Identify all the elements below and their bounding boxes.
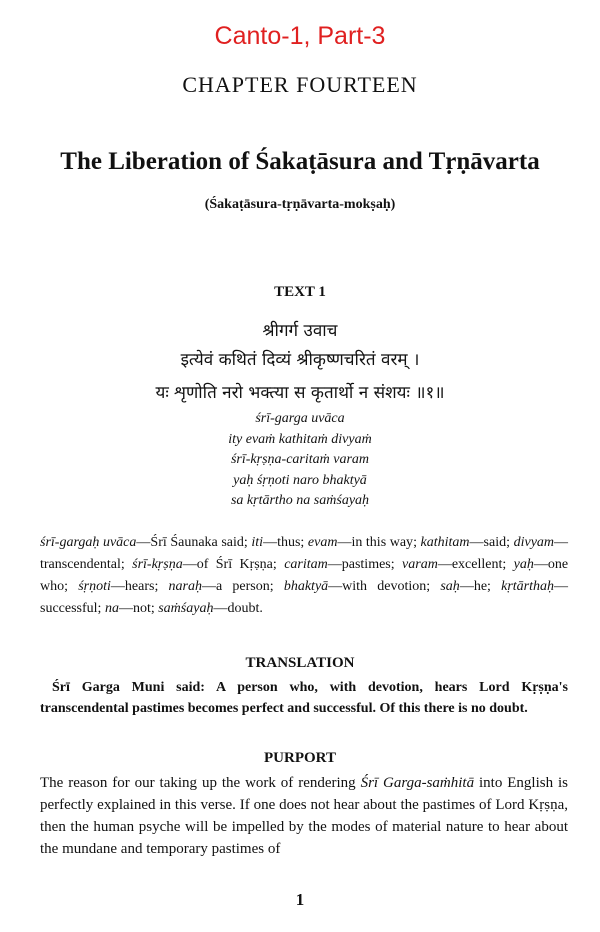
synonym-term: saṁśayaḥ bbox=[158, 601, 214, 616]
synonym-term: yaḥ bbox=[513, 557, 534, 572]
sanskrit-line-1: श्रीगर्ग उवाच bbox=[262, 321, 338, 341]
synonym-meaning: with devotion bbox=[342, 579, 427, 594]
synonym-term: caritam bbox=[284, 557, 328, 572]
synonym-meaning: transcendental bbox=[40, 557, 121, 572]
page-number: 1 bbox=[295, 890, 305, 909]
translation-text: Śrī Garga Muni said: A person who, with devotion, hears Lord Kṛṣṇa's transcendental pastimes becomes perfect and successful. Of this there is no doubt. bbox=[40, 680, 568, 716]
synonym-meaning: successful bbox=[40, 601, 98, 616]
canto-label: Canto-1, Part-3 bbox=[214, 22, 386, 50]
synonym-term: kṛtārthaḥ bbox=[501, 579, 555, 594]
transliteration-line: yaḥ śṛṇoti naro bhaktyā bbox=[233, 472, 367, 488]
synonym-term: varam bbox=[402, 557, 438, 572]
synonym-meaning: of Śrī Kṛṣṇa bbox=[196, 557, 273, 572]
synonym-meaning: he bbox=[473, 579, 488, 594]
synonym-term: śrī-gargaḥ uvāca bbox=[40, 535, 137, 550]
synonym-term: saḥ bbox=[440, 579, 460, 594]
synonym-meaning: in this way bbox=[351, 535, 414, 550]
book-title-reference: Śrī Garga-saṁhitā bbox=[360, 775, 475, 791]
purport-text-part: The reason for our taking up the work of rendering bbox=[40, 775, 361, 791]
synonym-meaning: doubt bbox=[227, 601, 260, 616]
synonym-term: divyam bbox=[513, 535, 555, 550]
purport-text bbox=[40, 772, 568, 860]
synonym-meaning: thus bbox=[277, 535, 301, 550]
synonym-meaning: Śrī Śaunaka said bbox=[150, 535, 244, 550]
synonym-meaning: hears bbox=[124, 579, 155, 594]
synonym-meaning: said bbox=[483, 535, 507, 550]
synonym-term: śrī-kṛṣṇa bbox=[132, 557, 183, 572]
synonym-meaning: a person bbox=[216, 579, 270, 594]
translation-heading: TRANSLATION bbox=[245, 655, 355, 671]
chapter-heading: CHAPTER FOURTEEN bbox=[182, 72, 418, 97]
synonym-term: kathitam bbox=[420, 535, 470, 550]
synonym-term: śṛṇoti bbox=[78, 579, 111, 594]
synonym-term: naraḥ bbox=[168, 579, 202, 594]
synonym-meaning: one who bbox=[40, 557, 569, 594]
transliteration-line: śrī-garga uvāca bbox=[255, 411, 345, 426]
sanskrit-line-2: इत्येवं कथितं दिव्यं श्रीकृष्णचरितं वरम् । bbox=[180, 350, 420, 370]
transliteration-line: ity evaṁ kathitaṁ divyaṁ bbox=[228, 431, 372, 447]
synonym-term: na bbox=[104, 601, 119, 616]
synonym-term: bhaktyā bbox=[283, 579, 329, 594]
chapter-title: The Liberation of Śakaṭāsura and Tṛṇāvarta bbox=[60, 148, 540, 175]
synonym-meaning: excellent bbox=[451, 557, 503, 572]
chapter-subtitle: (Śakaṭāsura-tṛṇāvarta-mokṣaḥ) bbox=[204, 197, 396, 212]
transliteration-line: śrī-kṛṣṇa-caritaṁ varam bbox=[230, 452, 370, 467]
transliteration-block bbox=[0, 409, 600, 512]
synonym-meaning: pastimes bbox=[341, 557, 391, 572]
synonyms-paragraph: śrī-gargaḥ uvāca—Śrī Śaunaka said; iti—thus; evam—in this way; kathitam—said; divyam—transcendental; śrī-kṛṣṇa—of Śrī Kṛṣṇa; caritam—pastimes; varam—excellent; yaḥ—one who; śṛṇoti—hears; naraḥ—a person; bhaktyā—with devotion; saḥ—he; kṛtārthaḥ—successful; na—not; saṁśayaḥ—doubt. bbox=[40, 535, 569, 616]
sanskrit-line-3: यः शृणोति नरो भक्त्या स कृतार्थो न संशयः ॥१॥ bbox=[155, 383, 445, 403]
purport-heading: PURPORT bbox=[264, 750, 336, 766]
text-number-heading: TEXT 1 bbox=[274, 284, 326, 300]
synonym-term: evam bbox=[307, 535, 338, 550]
synonym-meaning: not bbox=[132, 601, 151, 616]
purport-text-part: into English is perfectly explained in this verse. If one does not hear about the pastimes of Lord Kṛṣṇa, then the human psyche will be impelled by the modes of material nature to hear about the mundane and temporary pastimes of bbox=[40, 775, 568, 857]
transliteration-line: sa kṛtārtho na saṁśayaḥ bbox=[230, 493, 370, 508]
synonym-term: iti bbox=[251, 535, 264, 550]
